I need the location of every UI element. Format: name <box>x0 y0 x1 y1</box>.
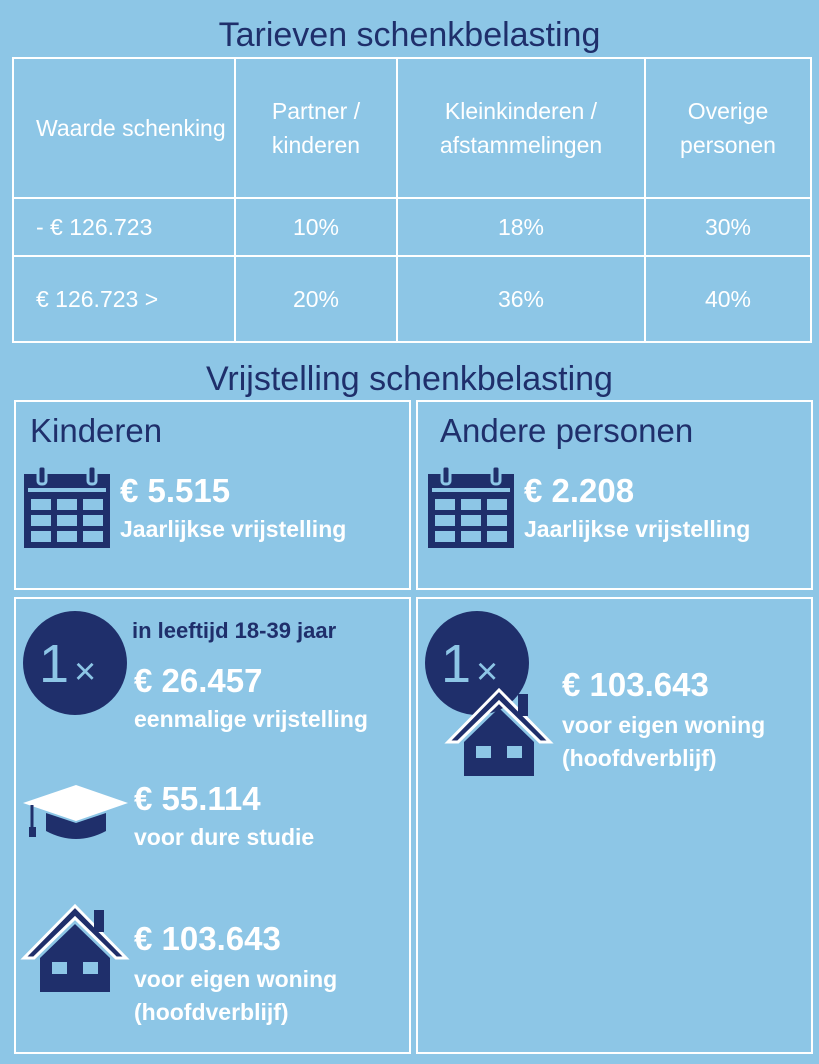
table-row <box>13 198 811 256</box>
kinderen-annual-amount: € 5.515 <box>120 472 231 509</box>
rates-table <box>12 57 812 343</box>
exemption-title: Vrijstelling schenkbelasting <box>206 360 613 398</box>
calendar-icon <box>426 464 516 550</box>
kinderen-home-amount: € 103.643 <box>134 920 281 957</box>
cell-rate: 10% <box>235 198 397 256</box>
kinderen-heading: Kinderen <box>30 412 163 449</box>
once-badge-times: × <box>74 651 97 693</box>
kinderen-home-label-1: voor eigen woning <box>134 966 338 992</box>
cell-rate: 36% <box>397 256 645 342</box>
andere-home-label-2: (hoofdverblijf) <box>562 745 717 771</box>
study-label: voor dure studie <box>134 824 315 850</box>
kinderen-annual-label: Jaarlijkse vrijstelling <box>120 516 347 542</box>
cell-rate: 40% <box>645 256 811 342</box>
study-amount: € 55.114 <box>134 780 261 817</box>
cell-rate: 20% <box>235 256 397 342</box>
header-waarde-schenking: Waarde schenking <box>13 58 235 198</box>
andere-home-label-1: voor eigen woning <box>562 712 766 738</box>
cell-rate: 18% <box>397 198 645 256</box>
table-row <box>13 256 811 342</box>
rates-title: Tarieven schenkbelasting <box>218 16 601 54</box>
once-badge-number: 1 <box>38 634 69 694</box>
andere-heading: Andere personen <box>440 412 694 449</box>
calendar-icon <box>22 464 112 550</box>
kinderen-home-label-2: (hoofdverblijf) <box>134 999 289 1025</box>
andere-home-amount: € 103.643 <box>562 666 709 703</box>
once-badge-times: × <box>476 651 499 693</box>
house-icon <box>444 684 554 780</box>
andere-annual-label: Jaarlijkse vrijstelling <box>524 516 751 542</box>
house-icon <box>20 900 130 996</box>
once-badge-number: 1 <box>440 634 471 694</box>
header-kleinkinderen: Kleinkinderen / afstammelingen <box>397 58 645 198</box>
table-header-row <box>13 58 811 198</box>
andere-annual-amount: € 2.208 <box>524 472 635 509</box>
age-note: in leeftijd 18-39 jaar <box>132 618 337 643</box>
header-overige-personen: Overige personen <box>645 58 811 198</box>
kinderen-once-label: eenmalige vrijstelling <box>134 706 368 732</box>
once-badge-icon <box>22 610 128 716</box>
graduation-cap-icon <box>20 785 130 841</box>
cell-bracket: € 126.723 > <box>13 256 235 342</box>
cell-bracket: - € 126.723 <box>13 198 235 256</box>
cell-rate: 30% <box>645 198 811 256</box>
header-partner-kinderen: Partner / kinderen <box>235 58 397 198</box>
kinderen-once-amount: € 26.457 <box>134 662 263 699</box>
